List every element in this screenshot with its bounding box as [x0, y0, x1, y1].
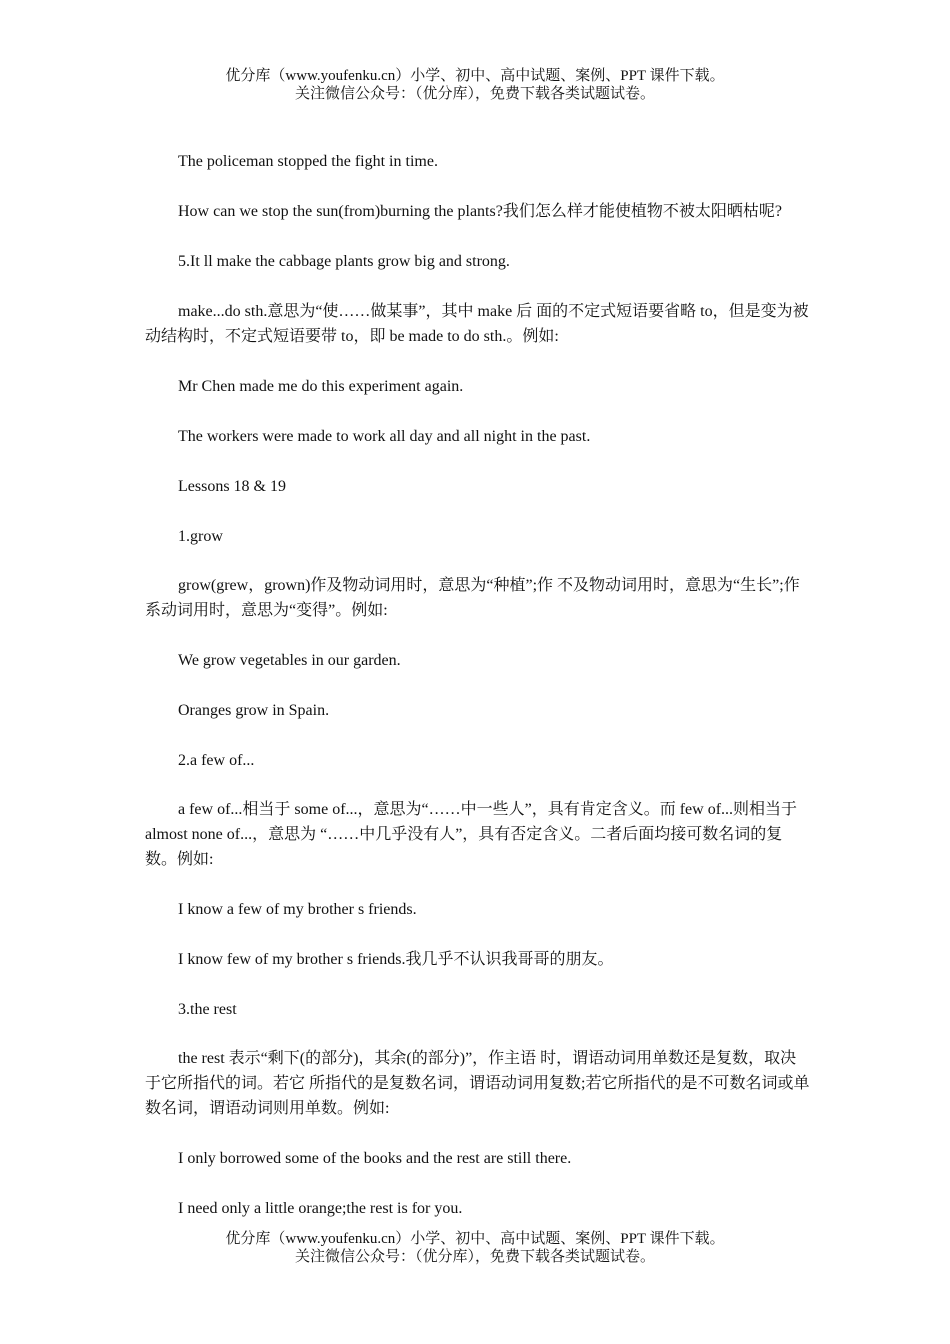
item-heading-the-rest: 3.the rest — [178, 1001, 237, 1018]
paragraph-15: I know few of my brother s friends.我几乎不认识我哥哥的朋友。 — [178, 951, 614, 968]
item-heading-grow: 1.grow — [178, 528, 223, 545]
paragraph-17: the rest 表示“剩下(的部分)，其余(的部分)”，作主语 时，谓语动词用单数还是复数，取决于它所指代的词。若它 所指代的是复数名词，谓语动词用复数;若它所指代的是不可数名词或单数名词，谓语动词则用单数。例如: — [145, 1050, 810, 1117]
page-header — [0, 67, 950, 103]
footer-line-1: 优分库（www.youfenku.cn）小学、初中、高中试题、案例、PPT 课件下载。 — [225, 1231, 725, 1247]
paragraph-19: I need only a little orange;the rest is for you. — [178, 1200, 463, 1217]
header-line-1: 优分库（www.youfenku.cn）小学、初中、高中试题、案例、PPT 课件下载。 — [225, 68, 725, 84]
paragraph-6: The workers were made to work all day and all night in the past. — [178, 428, 591, 445]
paragraph-3: 5.It ll make the cabbage plants grow big and strong. — [178, 253, 510, 270]
paragraph-2: How can we stop the sun(from)burning the plants?我们怎么样才能使植物不被太阳晒枯呢? — [178, 203, 782, 220]
paragraph-1: The policeman stopped the fight in time. — [178, 153, 438, 170]
section-heading-lessons: Lessons 18 & 19 — [178, 478, 286, 495]
paragraph-9: grow(grew，grown)作及物动词用时，意思为“种植”;作 不及物动词用时，意思为“生长”;作系动词用时，意思为“变得”。例如: — [145, 577, 800, 619]
footer-line-2: 关注微信公众号：（优分库），免费下载各类试题试卷。 — [294, 1249, 655, 1265]
paragraph-4: make...do sth.意思为“使……做某事”，其中 make 后 面的不定式短语要省略 to，但是变为被动结构时，不定式短语要带 to，即 be made to do sth.。例如: — [145, 303, 809, 345]
paragraph-11: Oranges grow in Spain. — [178, 702, 330, 719]
page-footer — [0, 1230, 950, 1266]
paragraph-5: Mr Chen made me do this experiment again. — [178, 378, 464, 395]
paragraph-10: We grow vegetables in our garden. — [178, 652, 401, 669]
item-heading-a-few-of: 2.a few of... — [178, 752, 255, 769]
paragraph-18: I only borrowed some of the books and the rest are still there. — [178, 1150, 572, 1167]
paragraph-13: a few of...相当于 some of...，意思为“……中一些人”，具有肯定含义。而 few of...则相当于 almost none of...，意思为 “……中几乎没有人”，具有否定含义。二者后面均接可数名词的复数。例如: — [145, 801, 798, 868]
paragraph-14: I know a few of my brother s friends. — [178, 901, 417, 918]
header-line-2: 关注微信公众号：（优分库），免费下载各类试题试卷。 — [294, 86, 655, 102]
